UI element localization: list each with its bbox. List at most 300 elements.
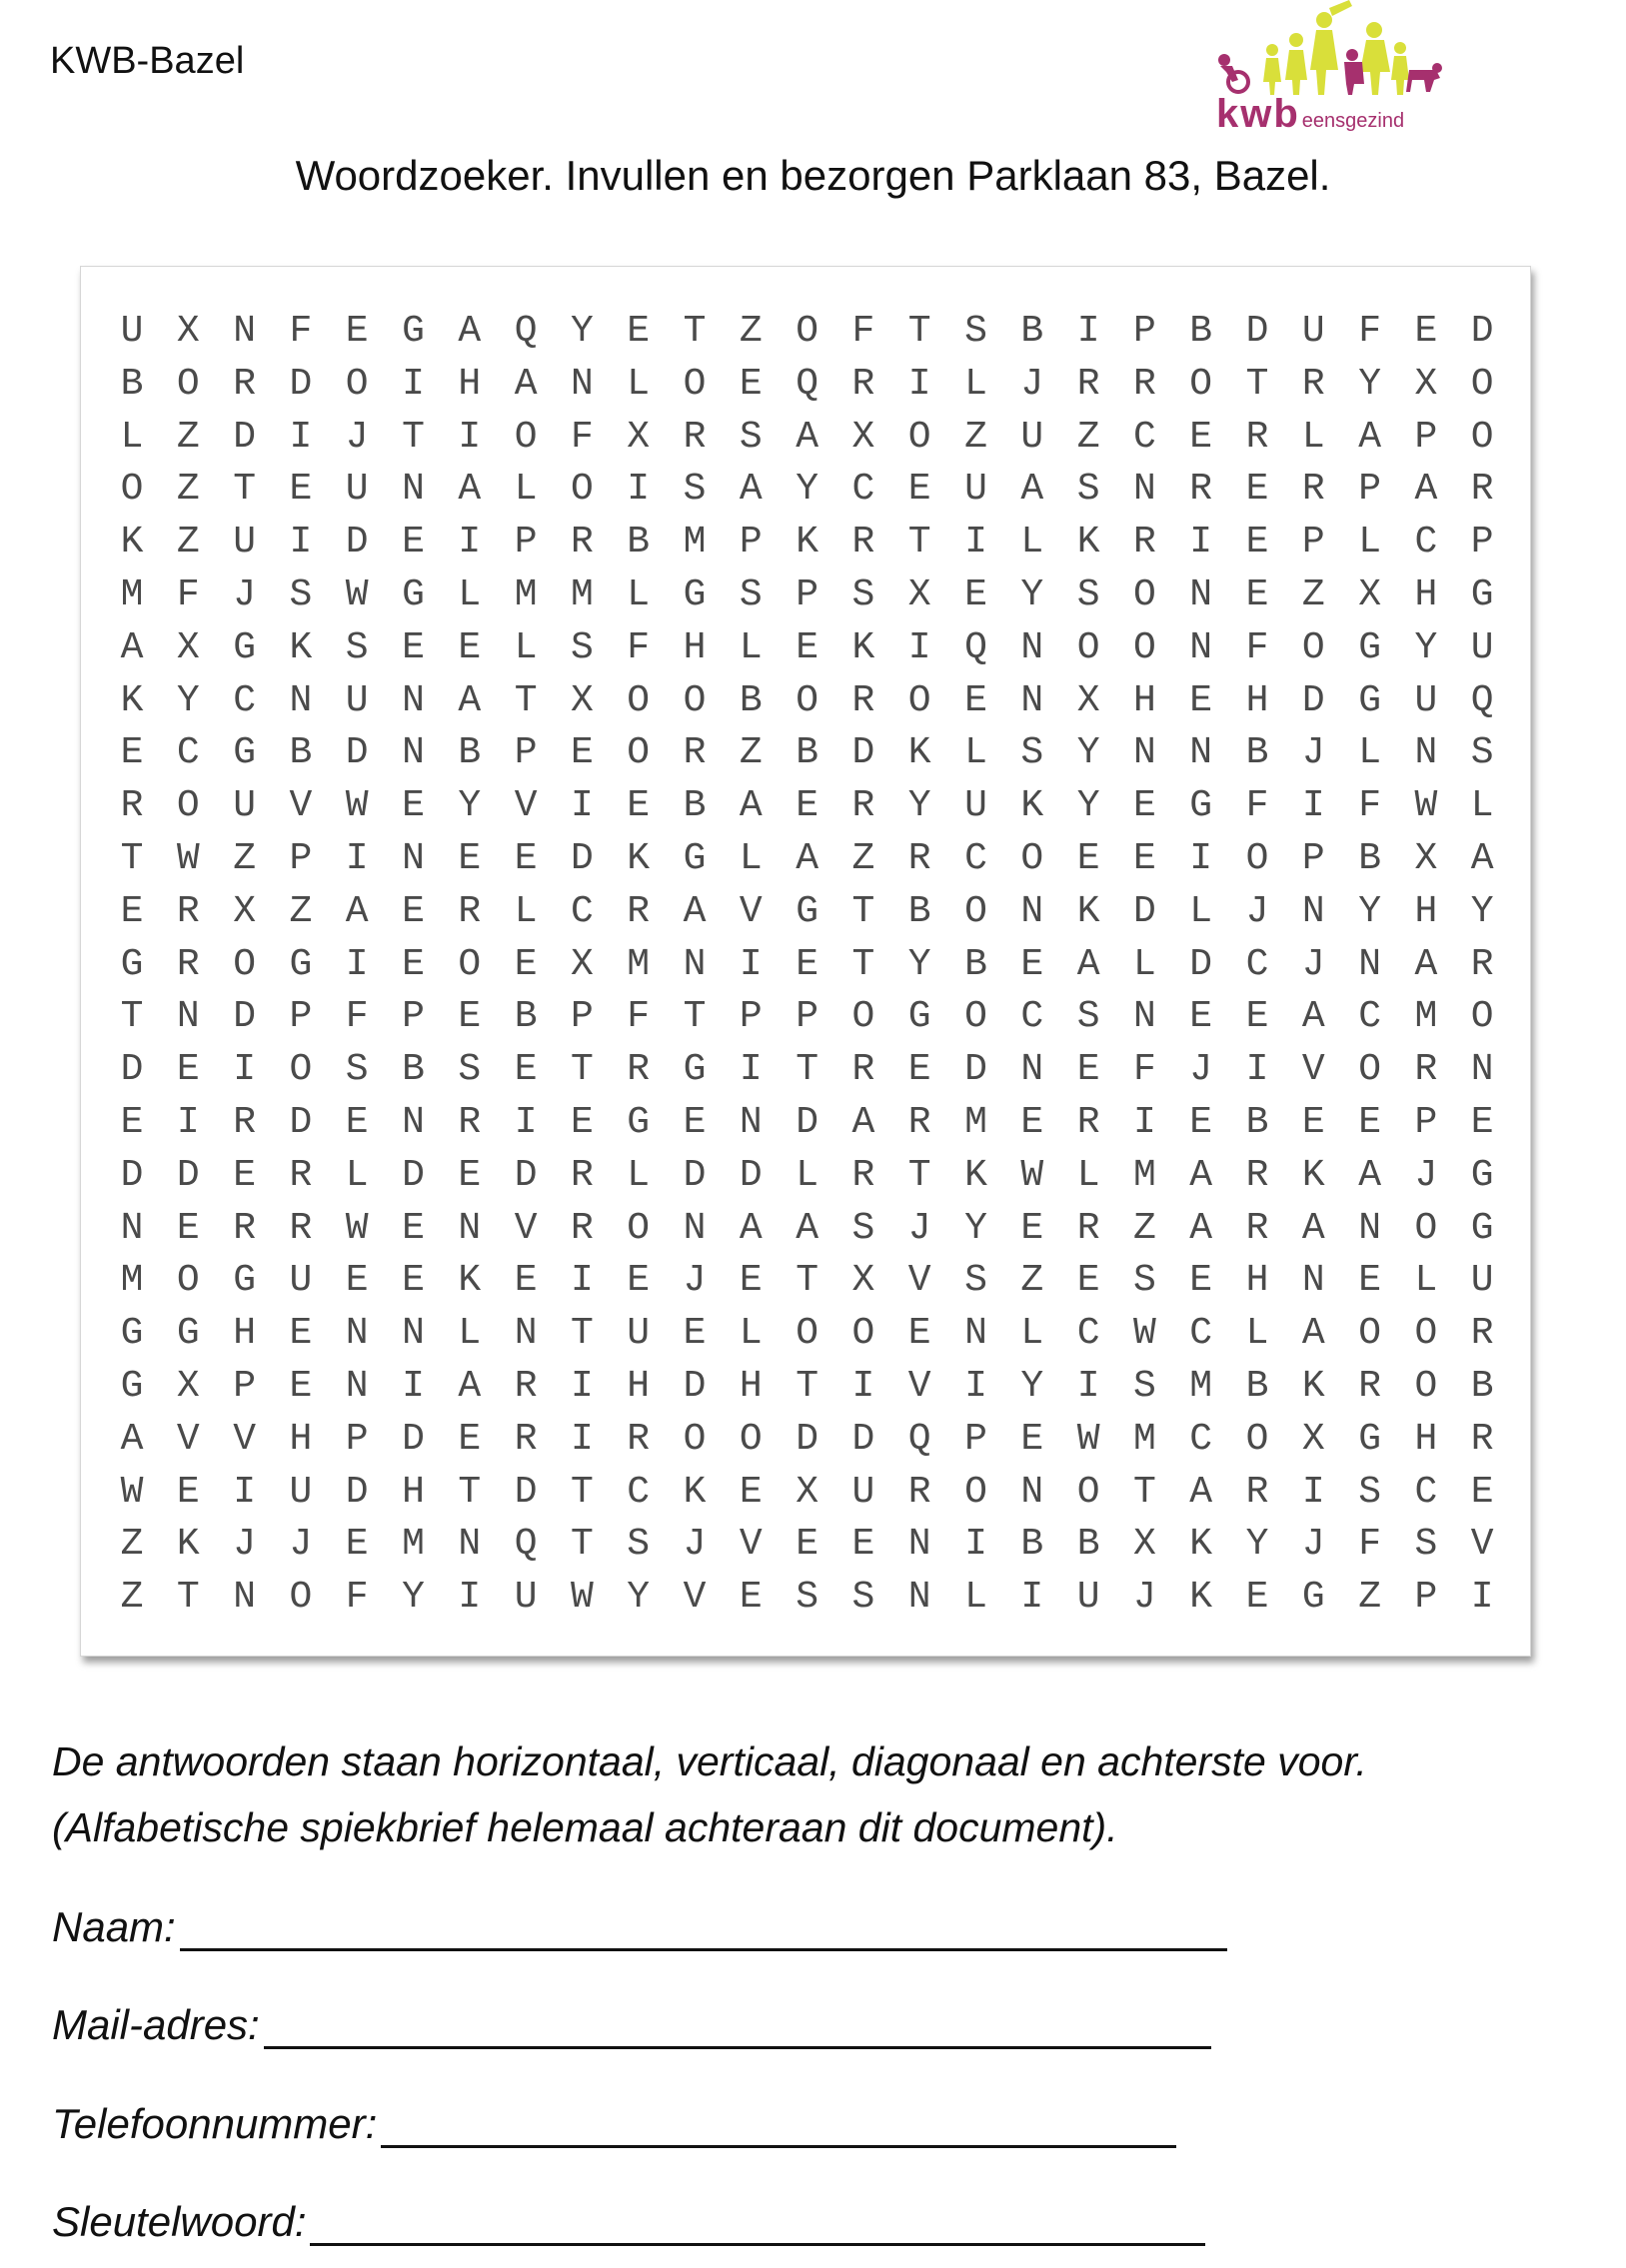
grid-letter[interactable]: I [964, 1365, 987, 1408]
grid-letter[interactable]: M [402, 1523, 425, 1567]
grid-letter[interactable]: K [1076, 889, 1100, 933]
grid-letter[interactable]: E [964, 678, 987, 722]
name-field[interactable] [52, 1903, 1227, 1951]
grid-letter[interactable]: A [1301, 1206, 1325, 1250]
grid-letter[interactable]: E [627, 310, 651, 353]
grid-letter[interactable]: O [964, 1470, 987, 1514]
grid-letter[interactable]: M [683, 521, 707, 565]
grid-letter[interactable]: T [514, 678, 538, 722]
grid-letter[interactable]: Z [120, 1523, 144, 1567]
grid-letter[interactable]: N [402, 678, 425, 722]
grid-letter[interactable]: N [907, 1576, 931, 1620]
grid-letter[interactable]: Y [458, 784, 482, 828]
grid-letter[interactable]: X [796, 1470, 818, 1514]
grid-letter[interactable]: G [289, 942, 313, 986]
grid-letter[interactable]: G [120, 1365, 144, 1408]
grid-letter[interactable]: R [851, 678, 875, 722]
grid-letter[interactable]: I [233, 1048, 256, 1092]
grid-letter[interactable]: X [851, 1259, 875, 1303]
grid-letter[interactable]: N [1301, 889, 1325, 933]
grid-letter[interactable]: Z [120, 1576, 144, 1620]
grid-letter[interactable]: K [289, 625, 313, 669]
grid-letter[interactable]: N [683, 1206, 707, 1250]
grid-letter[interactable]: R [1076, 1101, 1100, 1144]
grid-letter[interactable]: R [627, 1048, 651, 1092]
grid-letter[interactable]: Y [1358, 889, 1381, 933]
grid-letter[interactable]: O [964, 995, 987, 1039]
grid-letter[interactable]: V [514, 784, 538, 828]
grid-letter[interactable]: H [1414, 889, 1438, 933]
grid-letter[interactable]: G [1189, 784, 1213, 828]
grid-letter[interactable]: H [627, 1365, 651, 1408]
phone-field[interactable] [52, 2100, 1176, 2148]
grid-letter[interactable]: E [851, 1523, 875, 1567]
grid-letter[interactable]: S [1020, 731, 1044, 775]
grid-letter[interactable]: I [739, 1048, 763, 1092]
grid-letter[interactable]: G [683, 573, 707, 616]
grid-letter[interactable]: E [402, 784, 425, 828]
grid-letter[interactable]: U [289, 1470, 313, 1514]
grid-letter[interactable]: V [907, 1259, 931, 1303]
grid-letter[interactable]: S [1470, 731, 1494, 775]
grid-letter[interactable]: T [907, 521, 931, 565]
grid-letter[interactable]: A [1301, 995, 1325, 1039]
grid-letter[interactable]: T [683, 310, 707, 353]
grid-letter[interactable]: V [233, 1417, 256, 1461]
grid-letter[interactable]: E [1076, 1048, 1100, 1092]
grid-letter[interactable]: X [1076, 678, 1100, 722]
grid-letter[interactable]: O [233, 942, 256, 986]
grid-letter[interactable]: Z [739, 731, 763, 775]
grid-letter[interactable]: E [1470, 1470, 1494, 1514]
grid-letter[interactable]: K [1020, 784, 1044, 828]
grid-letter[interactable]: B [1245, 731, 1269, 775]
grid-letter[interactable]: U [964, 784, 987, 828]
grid-letter[interactable]: C [1358, 995, 1381, 1039]
grid-letter[interactable]: N [1020, 889, 1044, 933]
grid-letter[interactable]: R [570, 521, 594, 565]
grid-letter[interactable]: T [120, 995, 144, 1039]
grid-letter[interactable]: H [233, 1312, 256, 1356]
grid-letter[interactable]: U [627, 1312, 651, 1356]
grid-letter[interactable]: K [1189, 1523, 1213, 1567]
grid-letter[interactable]: X [1301, 1417, 1325, 1461]
grid-letter[interactable]: S [1132, 1259, 1156, 1303]
grid-letter[interactable]: J [289, 1523, 313, 1567]
grid-letter[interactable]: F [345, 995, 369, 1039]
grid-letter[interactable]: O [1245, 1417, 1269, 1461]
grid-letter[interactable]: J [1189, 1048, 1213, 1092]
grid-letter[interactable]: C [233, 678, 256, 722]
grid-letter[interactable]: T [570, 1048, 594, 1092]
grid-letter[interactable]: B [1245, 1365, 1269, 1408]
grid-letter[interactable]: R [1414, 1048, 1438, 1092]
grid-letter[interactable]: Y [1076, 784, 1100, 828]
keyword-input-line[interactable] [310, 2203, 1205, 2246]
grid-letter[interactable]: Y [1020, 1365, 1044, 1408]
grid-letter[interactable]: T [1245, 362, 1269, 406]
grid-letter[interactable]: B [1020, 1523, 1044, 1567]
grid-letter[interactable]: X [851, 415, 875, 459]
grid-letter[interactable]: O [1076, 625, 1100, 669]
grid-letter[interactable]: P [402, 995, 425, 1039]
grid-letter[interactable]: Z [1076, 415, 1100, 459]
grid-letter[interactable]: O [683, 1417, 707, 1461]
grid-letter[interactable]: T [458, 1470, 482, 1514]
grid-letter[interactable]: A [1414, 942, 1438, 986]
grid-letter[interactable]: J [683, 1259, 707, 1303]
grid-letter[interactable]: E [739, 1576, 763, 1620]
grid-letter[interactable]: L [514, 889, 538, 933]
grid-letter[interactable]: E [907, 1048, 931, 1092]
grid-letter[interactable]: D [739, 1153, 763, 1197]
grid-letter[interactable]: O [1076, 1470, 1100, 1514]
grid-letter[interactable]: P [289, 995, 313, 1039]
grid-letter[interactable]: Z [964, 415, 987, 459]
grid-letter[interactable]: R [233, 362, 256, 406]
grid-letter[interactable]: N [458, 1523, 482, 1567]
grid-letter[interactable]: E [289, 1365, 313, 1408]
grid-letter[interactable]: C [1132, 415, 1156, 459]
grid-letter[interactable]: R [233, 1101, 256, 1144]
grid-letter[interactable]: E [458, 1153, 482, 1197]
grid-letter[interactable]: S [851, 1206, 875, 1250]
grid-letter[interactable]: G [233, 1259, 256, 1303]
grid-letter[interactable]: M [1132, 1153, 1156, 1197]
grid-letter[interactable]: P [739, 521, 763, 565]
grid-letter[interactable]: Z [1358, 1576, 1381, 1620]
grid-letter[interactable]: H [683, 625, 707, 669]
grid-letter[interactable]: E [1358, 1259, 1381, 1303]
grid-letter[interactable]: U [1470, 1259, 1494, 1303]
grid-letter[interactable]: E [796, 784, 818, 828]
grid-letter[interactable]: S [1358, 1470, 1381, 1514]
grid-letter[interactable]: M [1132, 1417, 1156, 1461]
grid-letter[interactable]: H [1245, 1259, 1269, 1303]
grid-letter[interactable]: Q [907, 1417, 931, 1461]
grid-letter[interactable]: A [796, 837, 818, 880]
grid-letter[interactable]: B [1020, 310, 1044, 353]
grid-letter[interactable]: E [514, 942, 538, 986]
grid-letter[interactable]: R [176, 889, 200, 933]
grid-letter[interactable]: B [120, 362, 144, 406]
grid-letter[interactable]: K [1301, 1153, 1325, 1197]
grid-letter[interactable]: E [1245, 573, 1269, 616]
grid-letter[interactable]: L [1020, 521, 1044, 565]
grid-letter[interactable]: O [458, 942, 482, 986]
grid-letter[interactable]: E [402, 1259, 425, 1303]
grid-letter[interactable]: I [1301, 784, 1325, 828]
grid-letter[interactable]: O [1301, 625, 1325, 669]
grid-letter[interactable]: C [1414, 1470, 1438, 1514]
grid-letter[interactable]: E [345, 1101, 369, 1144]
grid-letter[interactable]: E [964, 573, 987, 616]
grid-letter[interactable]: S [570, 625, 594, 669]
grid-letter[interactable]: I [964, 521, 987, 565]
grid-letter[interactable]: R [458, 1101, 482, 1144]
grid-letter[interactable]: E [345, 310, 369, 353]
grid-letter[interactable]: D [345, 731, 369, 775]
grid-letter[interactable]: J [1301, 731, 1325, 775]
grid-letter[interactable]: E [1189, 415, 1213, 459]
grid-letter[interactable]: X [1358, 573, 1381, 616]
grid-letter[interactable]: E [627, 1259, 651, 1303]
grid-letter[interactable]: L [514, 625, 538, 669]
grid-letter[interactable]: I [458, 415, 482, 459]
grid-letter[interactable]: S [851, 1576, 875, 1620]
grid-letter[interactable]: J [683, 1523, 707, 1567]
grid-letter[interactable]: R [907, 837, 931, 880]
grid-letter[interactable]: N [1189, 731, 1213, 775]
grid-letter[interactable]: O [176, 784, 200, 828]
grid-letter[interactable]: E [176, 1470, 200, 1514]
grid-letter[interactable]: T [907, 1153, 931, 1197]
grid-letter[interactable]: D [233, 415, 256, 459]
grid-letter[interactable]: O [907, 415, 931, 459]
grid-letter[interactable]: G [120, 942, 144, 986]
grid-letter[interactable]: X [570, 678, 594, 722]
grid-letter[interactable]: E [1076, 837, 1100, 880]
grid-letter[interactable]: L [1245, 1312, 1269, 1356]
grid-letter[interactable]: J [907, 1206, 931, 1250]
grid-letter[interactable]: N [345, 1365, 369, 1408]
grid-letter[interactable]: I [1076, 1365, 1100, 1408]
grid-letter[interactable]: D [683, 1153, 707, 1197]
grid-letter[interactable]: J [1245, 889, 1269, 933]
grid-letter[interactable]: C [1245, 942, 1269, 986]
keyword-field[interactable] [52, 2198, 1205, 2246]
grid-letter[interactable]: E [1245, 995, 1269, 1039]
grid-letter[interactable]: E [402, 942, 425, 986]
grid-letter[interactable]: F [1358, 784, 1381, 828]
grid-letter[interactable]: E [1245, 468, 1269, 512]
grid-letter[interactable]: R [120, 784, 144, 828]
grid-letter[interactable]: R [1358, 1365, 1381, 1408]
grid-letter[interactable]: J [233, 1523, 256, 1567]
grid-letter[interactable]: O [627, 1206, 651, 1250]
grid-letter[interactable]: Y [964, 1206, 987, 1250]
grid-letter[interactable]: O [796, 310, 818, 353]
grid-letter[interactable]: D [796, 1417, 818, 1461]
grid-letter[interactable]: N [176, 995, 200, 1039]
grid-letter[interactable]: G [1470, 1153, 1494, 1197]
grid-letter[interactable]: N [402, 731, 425, 775]
grid-letter[interactable]: Z [1301, 573, 1325, 616]
grid-letter[interactable]: Y [627, 1576, 651, 1620]
grid-letter[interactable]: I [233, 1470, 256, 1514]
grid-letter[interactable]: B [458, 731, 482, 775]
grid-letter[interactable]: X [176, 310, 200, 353]
grid-letter[interactable]: A [1358, 415, 1381, 459]
grid-letter[interactable]: N [1132, 731, 1156, 775]
grid-letter[interactable]: E [458, 1417, 482, 1461]
grid-letter[interactable]: P [233, 1365, 256, 1408]
grid-letter[interactable]: W [345, 573, 369, 616]
grid-letter[interactable]: Z [176, 468, 200, 512]
grid-letter[interactable]: F [176, 573, 200, 616]
grid-letter[interactable]: E [683, 1101, 707, 1144]
grid-letter[interactable]: M [120, 573, 144, 616]
grid-letter[interactable]: E [1132, 784, 1156, 828]
grid-letter[interactable]: C [627, 1470, 651, 1514]
grid-letter[interactable]: M [627, 942, 651, 986]
grid-letter[interactable]: E [1132, 837, 1156, 880]
grid-letter[interactable]: I [570, 1417, 594, 1461]
grid-letter[interactable]: F [1358, 1523, 1381, 1567]
grid-letter[interactable]: I [851, 1365, 875, 1408]
grid-letter[interactable]: I [570, 784, 594, 828]
grid-letter[interactable]: N [233, 1576, 256, 1620]
grid-letter[interactable]: R [851, 362, 875, 406]
grid-letter[interactable]: G [1301, 1576, 1325, 1620]
grid-letter[interactable]: B [289, 731, 313, 775]
grid-letter[interactable]: L [458, 573, 482, 616]
grid-letter[interactable]: N [1132, 468, 1156, 512]
grid-letter[interactable]: R [683, 731, 707, 775]
grid-letter[interactable]: R [289, 1153, 313, 1197]
grid-letter[interactable]: N [402, 837, 425, 880]
grid-letter[interactable]: D [120, 1048, 144, 1092]
grid-letter[interactable]: U [964, 468, 987, 512]
grid-letter[interactable]: K [851, 625, 875, 669]
grid-letter[interactable]: A [739, 1206, 763, 1250]
grid-letter[interactable]: T [176, 1576, 200, 1620]
grid-letter[interactable]: O [1414, 1365, 1438, 1408]
grid-letter[interactable]: Y [1358, 362, 1381, 406]
grid-letter[interactable]: U [1301, 310, 1325, 353]
grid-letter[interactable]: K [796, 521, 818, 565]
grid-letter[interactable]: N [1020, 1048, 1044, 1092]
grid-letter[interactable]: P [1301, 521, 1325, 565]
grid-letter[interactable]: Q [964, 625, 987, 669]
grid-letter[interactable]: S [1132, 1365, 1156, 1408]
grid-letter[interactable]: K [627, 837, 651, 880]
grid-letter[interactable]: I [1301, 1470, 1325, 1514]
grid-letter[interactable]: D [345, 521, 369, 565]
grid-letter[interactable]: E [402, 889, 425, 933]
grid-letter[interactable]: T [907, 310, 931, 353]
grid-letter[interactable]: I [570, 1259, 594, 1303]
grid-letter[interactable]: E [233, 1153, 256, 1197]
grid-letter[interactable]: B [402, 1048, 425, 1092]
grid-letter[interactable]: P [1414, 1576, 1438, 1620]
grid-letter[interactable]: L [1132, 942, 1156, 986]
grid-letter[interactable]: A [1189, 1153, 1213, 1197]
grid-letter[interactable]: Y [796, 468, 818, 512]
grid-letter[interactable]: R [1301, 468, 1325, 512]
grid-letter[interactable]: T [851, 942, 875, 986]
grid-letter[interactable]: L [964, 362, 987, 406]
grid-letter[interactable]: T [796, 1259, 818, 1303]
grid-letter[interactable]: P [1414, 415, 1438, 459]
grid-letter[interactable]: A [458, 678, 482, 722]
grid-letter[interactable]: E [1301, 1101, 1325, 1144]
grid-letter[interactable]: G [402, 573, 425, 616]
grid-letter[interactable]: G [683, 837, 707, 880]
grid-letter[interactable]: P [1358, 468, 1381, 512]
grid-letter[interactable]: E [458, 625, 482, 669]
grid-letter[interactable]: E [345, 1259, 369, 1303]
grid-letter[interactable]: Z [233, 837, 256, 880]
grid-letter[interactable]: L [1358, 521, 1381, 565]
grid-letter[interactable]: E [907, 1312, 931, 1356]
mail-field[interactable] [52, 2001, 1211, 2049]
grid-letter[interactable]: D [683, 1365, 707, 1408]
grid-letter[interactable]: E [1076, 1259, 1100, 1303]
grid-letter[interactable]: T [683, 995, 707, 1039]
grid-letter[interactable]: B [514, 995, 538, 1039]
grid-letter[interactable]: I [458, 521, 482, 565]
grid-letter[interactable]: A [458, 468, 482, 512]
grid-letter[interactable]: I [402, 1365, 425, 1408]
grid-letter[interactable]: D [402, 1153, 425, 1197]
grid-letter[interactable]: J [1301, 1523, 1325, 1567]
grid-letter[interactable]: T [851, 889, 875, 933]
grid-letter[interactable]: C [1414, 521, 1438, 565]
grid-letter[interactable]: I [345, 837, 369, 880]
grid-letter[interactable]: N [1020, 1470, 1044, 1514]
grid-letter[interactable]: X [1414, 362, 1438, 406]
grid-letter[interactable]: D [402, 1417, 425, 1461]
grid-letter[interactable]: J [1020, 362, 1044, 406]
grid-letter[interactable]: T [120, 837, 144, 880]
grid-letter[interactable]: E [1020, 1206, 1044, 1250]
grid-letter[interactable]: G [233, 625, 256, 669]
grid-letter[interactable]: Q [796, 362, 818, 406]
grid-letter[interactable]: S [345, 1048, 369, 1092]
grid-letter[interactable]: I [1076, 310, 1100, 353]
grid-letter[interactable]: N [514, 1312, 538, 1356]
grid-letter[interactable]: Z [176, 415, 200, 459]
grid-letter[interactable]: Z [1132, 1206, 1156, 1250]
grid-letter[interactable]: T [570, 1523, 594, 1567]
grid-letter[interactable]: E [289, 468, 313, 512]
grid-letter[interactable]: B [907, 889, 931, 933]
grid-letter[interactable]: F [1245, 625, 1269, 669]
phone-input-line[interactable] [381, 2105, 1176, 2148]
grid-letter[interactable]: A [120, 625, 144, 669]
grid-letter[interactable]: O [796, 1312, 818, 1356]
grid-letter[interactable]: R [851, 784, 875, 828]
grid-letter[interactable]: R [1470, 468, 1494, 512]
grid-letter[interactable]: G [1358, 625, 1381, 669]
grid-letter[interactable]: X [176, 625, 200, 669]
grid-letter[interactable]: O [289, 1048, 313, 1092]
grid-letter[interactable]: I [1189, 521, 1213, 565]
grid-letter[interactable]: Y [402, 1576, 425, 1620]
grid-letter[interactable]: A [1189, 1470, 1213, 1514]
grid-letter[interactable]: V [289, 784, 313, 828]
grid-letter[interactable]: O [120, 468, 144, 512]
grid-letter[interactable]: K [120, 521, 144, 565]
grid-letter[interactable]: O [1414, 1206, 1438, 1250]
grid-letter[interactable]: S [1076, 573, 1100, 616]
grid-letter[interactable]: K [907, 731, 931, 775]
grid-letter[interactable]: M [514, 573, 538, 616]
grid-letter[interactable]: J [1301, 942, 1325, 986]
grid-letter[interactable]: E [1020, 942, 1044, 986]
grid-letter[interactable]: A [1301, 1312, 1325, 1356]
grid-letter[interactable]: D [1132, 889, 1156, 933]
grid-letter[interactable]: O [1358, 1312, 1381, 1356]
grid-letter[interactable]: E [120, 889, 144, 933]
grid-letter[interactable]: D [1301, 678, 1325, 722]
grid-letter[interactable]: I [1020, 1576, 1044, 1620]
grid-letter[interactable]: F [345, 1576, 369, 1620]
grid-letter[interactable]: U [514, 1576, 538, 1620]
grid-letter[interactable]: K [176, 1523, 200, 1567]
grid-letter[interactable]: G [1358, 1417, 1381, 1461]
